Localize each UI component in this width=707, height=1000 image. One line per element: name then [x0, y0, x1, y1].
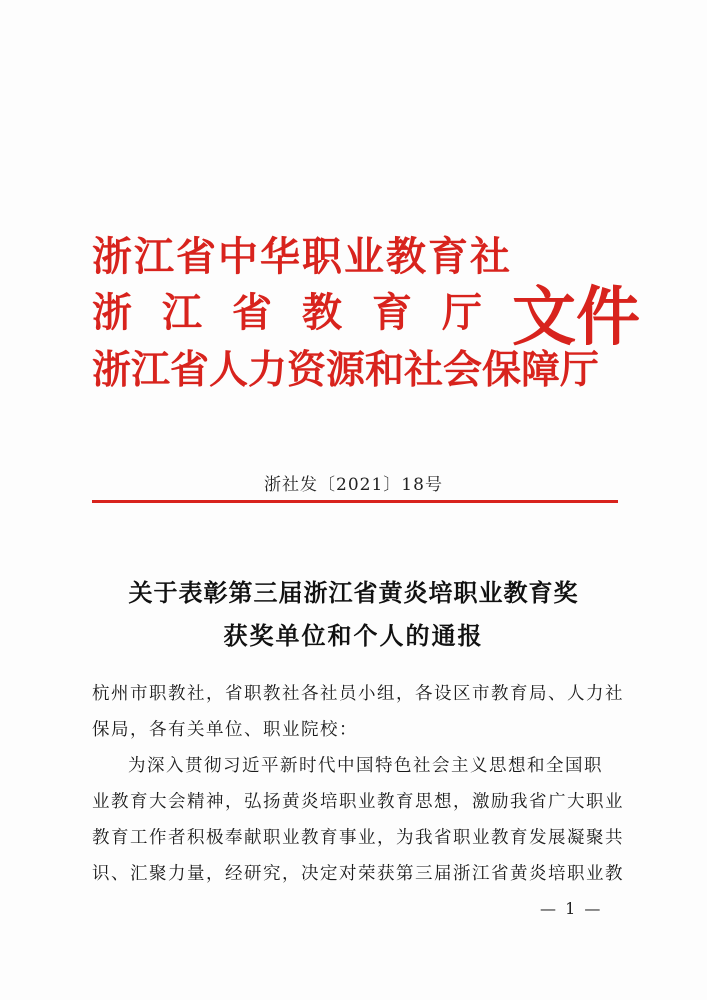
document-number: 浙社发〔2021〕18号: [264, 475, 443, 495]
document-title-line-2: 获奖单位和个人的通报: [223, 621, 484, 650]
issuer-zhejiang-education-department: 浙江省教育厅: [92, 290, 512, 336]
document-word: 文件: [512, 281, 640, 355]
red-divider-line: [92, 500, 618, 503]
paragraph-line-4: 识、汇聚力量，经研究，决定对荣获第三届浙江省黄炎培职业教: [92, 864, 624, 884]
paragraph-line-2: 业教育大会精神，弘扬黄炎培职业教育思想，激励我省广大职业: [92, 792, 624, 812]
recipients-line-2: 保局，各有关单位、职业院校：: [92, 720, 358, 740]
recipients-line-1: 杭州市职教社，省职教社各社员小组，各设区市教育局、人力社: [92, 684, 624, 704]
paragraph-line-3: 教育工作者积极奉献职业教育事业，为我省职业教育发展凝聚共: [92, 828, 624, 848]
document-header: [92, 233, 640, 413]
document-title-line-1: 关于表彰第三届浙江省黄炎培职业教育奖: [128, 578, 579, 607]
issuer-zhejiang-human-resources-social-security-department: 浙江省人力资源和社会保障厅: [92, 348, 600, 393]
issuer-zhejiang-chinese-vocational-education-society: 浙江省中华职业教育社: [92, 234, 512, 280]
paragraph-line-1: 为深入贯彻习近平新时代中国特色社会主义思想和全国职: [128, 756, 603, 776]
page-number: — 1 —: [540, 899, 603, 918]
